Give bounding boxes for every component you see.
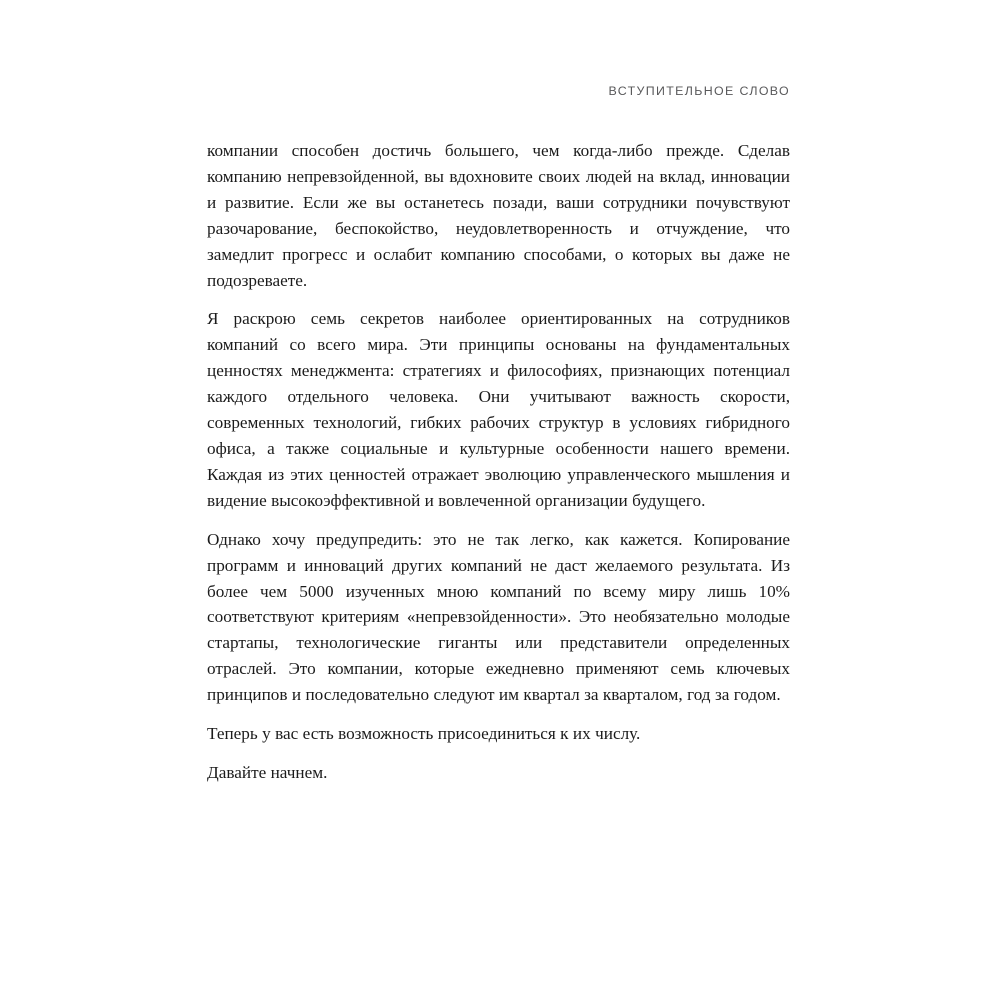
- body-paragraph: компании способен достичь большего, чем когда-либо прежде. Сделав компанию непревзойденной, вы вдохновите своих людей на вклад, инновации и развитие. Если же вы останетесь позади, ваши сотрудники почувствуют разочарование, беспокойство, неудовлетворенность и отчуждение, что замедлит прогресс и ослабит компанию способами, о которых вы даже не подозреваете.: [207, 141, 790, 290]
- body-paragraph: Я раскрою семь секретов наиболее ориентированных на сотрудников компаний со всего мира. Эти принципы основаны на фундаментальных ценностях менеджмента: стратегиях и философиях, признающих потенциал каждого отдельного человека. Они учитывают важность скорости, современных технологий, гибких рабочих структур в условиях гибридного офиса, а также социальные и культурные особенности нашего времени. Каждая из этих ценностей отражает эволюцию управленческого мышления и видение высокоэффективной и вовлеченной организации будущего.: [207, 309, 790, 510]
- body-paragraph: Однако хочу предупредить: это не так легко, как кажется. Копирование программ и инноваций других компаний не даст желаемого результата. Из более чем 5000 изученных мною компаний по всему миру лишь 10% соответствуют критериям «непревзойденности». Это необязательно молодые стартапы, технологические гиганты или представители определенных отраслей. Это компании, которые ежедневно применяют семь ключевых принципов и последовательно следуют им квартал за кварталом, год за годом.: [207, 529, 790, 705]
- body-paragraph: Давайте начнем.: [207, 762, 328, 782]
- running-head: ВСТУПИТЕЛЬНОЕ СЛОВО: [608, 84, 790, 98]
- body-text-column: [207, 138, 790, 786]
- body-paragraph: Теперь у вас есть возможность присоединиться к их числу.: [207, 724, 641, 744]
